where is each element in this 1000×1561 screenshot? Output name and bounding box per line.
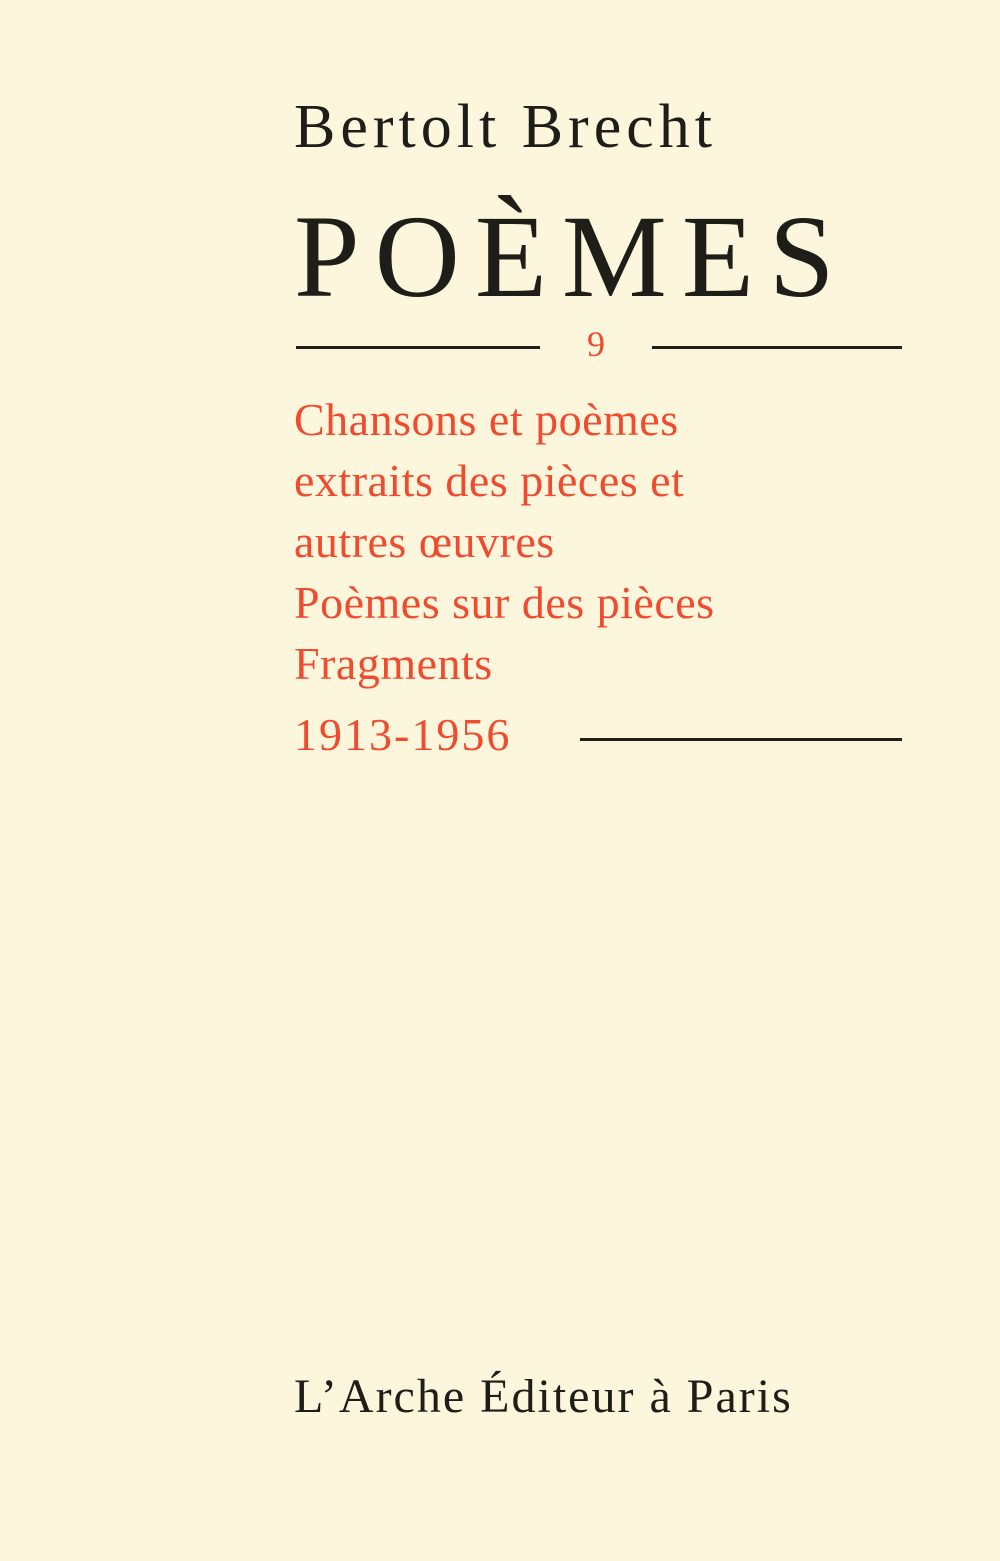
contents-list [294,389,934,694]
publisher-imprint: L’Arche Éditeur à Paris [294,1370,793,1423]
author-name: Bertolt Brecht [294,93,717,161]
contents-line: Fragments [294,638,493,689]
date-rule [580,738,902,741]
contents-line: Poèmes sur des pièces [294,577,715,628]
date-range: 1913-1956 [294,709,512,760]
volume-rule-right [652,346,902,349]
book-title: POÈMES [294,191,850,322]
volume-rule-left [296,346,540,349]
contents-line: autres œuvres [294,516,555,567]
contents-line: Chansons et poèmes [294,394,679,445]
contents-line: extraits des pièces et [294,455,685,506]
volume-number: 9 [587,324,605,364]
